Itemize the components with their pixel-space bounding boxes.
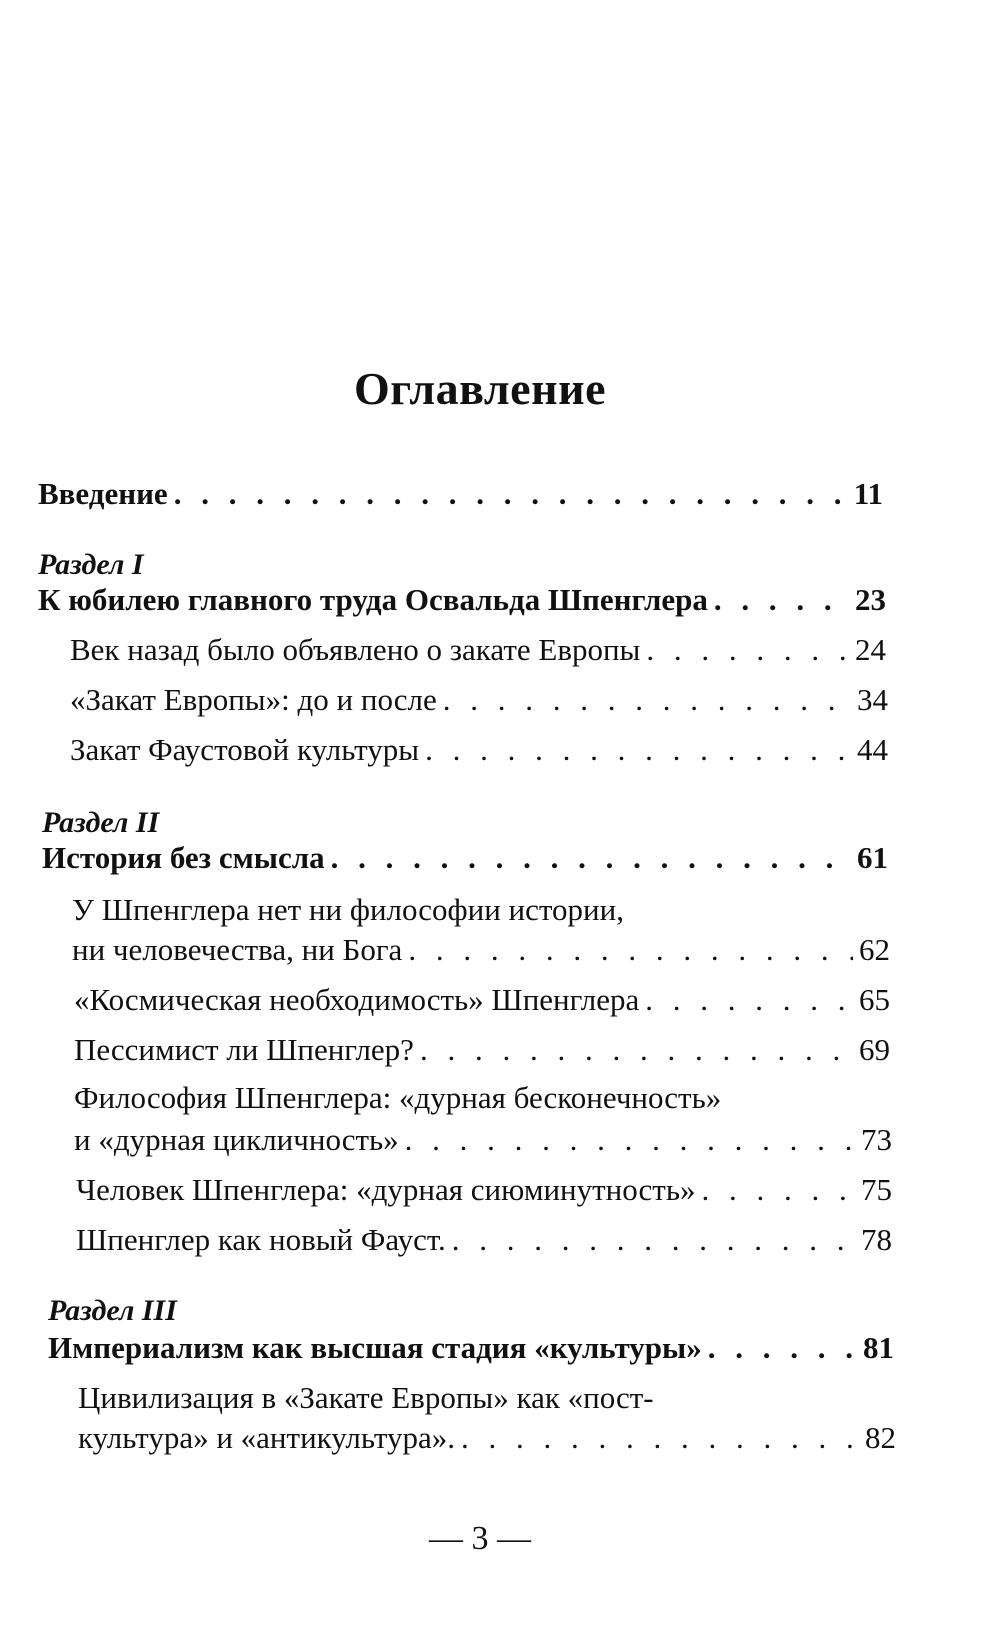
section-label: Раздел III bbox=[48, 1294, 177, 1327]
toc-page-number: 65 bbox=[859, 982, 890, 1017]
toc-entry bbox=[72, 932, 890, 968]
toc-section-heading bbox=[38, 582, 886, 618]
toc-entry-label: ни человечества, ни Бога bbox=[72, 932, 403, 967]
page-title: Оглавление bbox=[353, 363, 607, 414]
toc-entry bbox=[74, 1122, 892, 1158]
toc-entry bbox=[74, 982, 890, 1018]
toc-page-number: 69 bbox=[859, 1032, 890, 1067]
toc-entry-intro bbox=[38, 476, 883, 512]
toc-entry-label: Введение bbox=[38, 476, 168, 511]
toc-section-heading bbox=[42, 840, 888, 876]
section-label: Раздел I bbox=[38, 548, 144, 581]
toc-entry-label: и «дурная цикличность» bbox=[74, 1122, 399, 1157]
toc-entry-line: Философия Шпенглера: «дурная бесконечность» bbox=[74, 1080, 722, 1115]
toc-entry-label: «Закат Европы»: до и после bbox=[70, 682, 437, 717]
toc-page-number: 23 bbox=[855, 582, 886, 617]
toc-page-number: 44 bbox=[857, 732, 888, 767]
leader-dots bbox=[443, 682, 851, 718]
toc-page-number: 73 bbox=[861, 1122, 892, 1157]
toc-entry-line: У Шпенглера нет ни философии истории, bbox=[72, 892, 624, 927]
toc-entry-label: Человек Шпенглера: «дурная сиюминутность» bbox=[76, 1172, 696, 1207]
toc-page-number: 61 bbox=[857, 840, 888, 875]
leader-dots bbox=[408, 932, 853, 968]
toc-page-number: 81 bbox=[863, 1330, 894, 1365]
leader-dots bbox=[331, 840, 851, 876]
toc-entry-label: К юбилею главного труда Освальда Шпенглера bbox=[38, 582, 708, 617]
toc-page-number: 11 bbox=[853, 476, 883, 511]
toc-entry-label: Империализм как высшая стадия «культуры» bbox=[48, 1330, 702, 1365]
leader-dots bbox=[405, 1122, 855, 1158]
toc-page-number: 78 bbox=[861, 1222, 892, 1257]
leader-dots bbox=[461, 1420, 859, 1456]
toc-page-number: 75 bbox=[861, 1172, 892, 1207]
leader-dots bbox=[708, 1330, 857, 1366]
toc-entry bbox=[76, 1222, 892, 1258]
toc-page-number: 62 bbox=[859, 932, 890, 967]
section-label: Раздел II bbox=[42, 806, 160, 839]
leader-dots bbox=[420, 1032, 853, 1068]
toc-entry-label: Век назад было объявлено о закате Европы bbox=[70, 632, 641, 667]
toc-entry bbox=[78, 1420, 896, 1456]
leader-dots bbox=[702, 1172, 856, 1208]
leader-dots bbox=[452, 1222, 855, 1258]
toc-entry-label: История без смысла bbox=[42, 840, 325, 875]
toc-page-number: 82 bbox=[865, 1420, 896, 1455]
toc-entry-line: Цивилизация в «Закате Европы» как «пост- bbox=[78, 1380, 654, 1415]
toc-page-number: 34 bbox=[857, 682, 888, 717]
page-number: — 3 — bbox=[429, 1520, 531, 1557]
toc-entry bbox=[70, 682, 888, 718]
toc-entry-label: культура» и «антикультура». bbox=[78, 1420, 455, 1455]
leader-dots bbox=[646, 632, 849, 668]
toc-entry-label: Закат Фаустовой культуры bbox=[70, 732, 420, 767]
leader-dots bbox=[645, 982, 853, 1018]
toc-entry-label: Шпенглер как новый Фауст. bbox=[76, 1222, 446, 1257]
toc-section-heading bbox=[48, 1330, 894, 1366]
toc-page-number: 24 bbox=[855, 632, 886, 667]
leader-dots bbox=[425, 732, 851, 768]
toc-entry-label: Пессимист ли Шпенглер? bbox=[74, 1032, 414, 1067]
toc-entry bbox=[74, 1032, 890, 1068]
leader-dots bbox=[174, 476, 848, 512]
leader-dots bbox=[714, 582, 849, 618]
toc-entry bbox=[70, 732, 888, 768]
toc-entry bbox=[70, 632, 886, 668]
toc-entry-label: «Космическая необходимость» Шпенглера bbox=[74, 982, 640, 1017]
toc-entry bbox=[76, 1172, 892, 1208]
